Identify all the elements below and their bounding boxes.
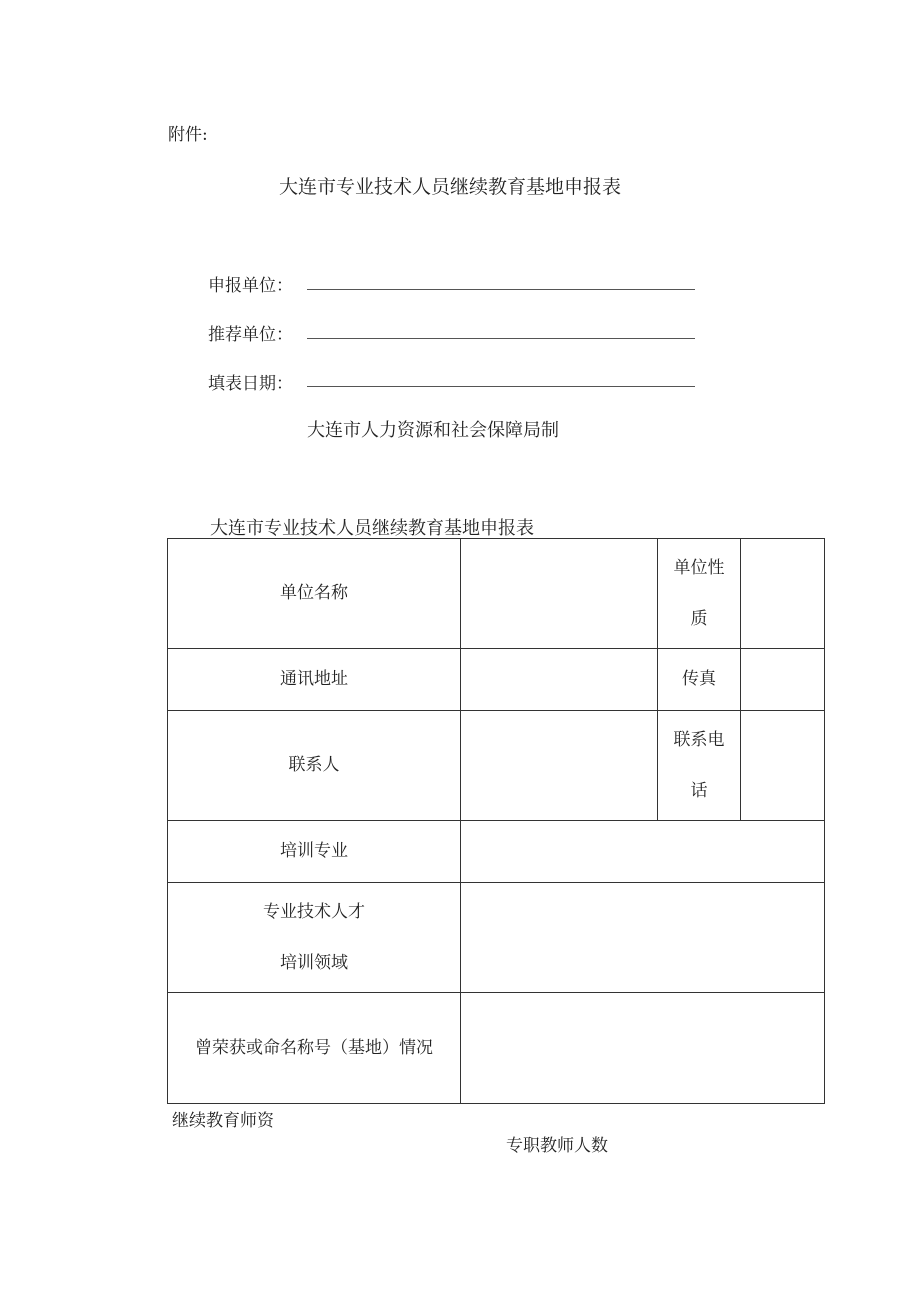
table-row — [168, 711, 825, 821]
attachment-label: 附件: — [168, 125, 208, 145]
training-field-value[interactable] — [461, 883, 825, 993]
phone-value[interactable] — [741, 711, 825, 821]
contact-label: 联系人 — [168, 711, 461, 821]
unit-nature-value[interactable] — [741, 539, 825, 649]
training-major-label: 培训专业 — [168, 821, 461, 883]
fill-date-line[interactable] — [307, 386, 695, 387]
recommending-unit-line[interactable] — [307, 338, 695, 339]
application-table — [167, 538, 825, 1104]
training-field-label — [168, 883, 461, 993]
table-row — [168, 821, 825, 883]
training-major-value[interactable] — [461, 821, 825, 883]
fax-label: 传真 — [658, 649, 741, 711]
unit-nature-line1: 单位性 — [673, 557, 725, 578]
phone-line2: 话 — [690, 780, 708, 801]
table-row — [168, 539, 825, 649]
unit-nature-line2: 质 — [690, 608, 708, 629]
table-row — [168, 993, 825, 1104]
table-row — [168, 883, 825, 993]
training-field-line1: 专业技术人才 — [263, 901, 365, 922]
fulltime-teachers-label: 专职教师人数 — [506, 1136, 608, 1156]
table-row — [168, 649, 825, 711]
address-value[interactable] — [461, 649, 658, 711]
applicant-unit-label: 申报单位： — [208, 276, 293, 296]
phone-line1: 联系电 — [673, 729, 725, 750]
document-title: 大连市专业技术人员继续教育基地申报表 — [278, 176, 621, 198]
issuer-text: 大连市人力资源和社会保障局制 — [307, 420, 559, 441]
faculty-label: 继续教育师资 — [172, 1111, 274, 1131]
unit-nature-label — [658, 539, 741, 649]
honors-value[interactable] — [461, 993, 825, 1104]
table-title: 大连市专业技术人员继续教育基地申报表 — [210, 518, 534, 539]
phone-label — [658, 711, 741, 821]
address-label: 通讯地址 — [168, 649, 461, 711]
training-field-line2: 培训领域 — [280, 952, 348, 973]
recommending-unit-label: 推荐单位： — [208, 325, 293, 345]
fill-date-label: 填表日期： — [208, 374, 293, 394]
applicant-unit-line[interactable] — [307, 289, 695, 290]
contact-value[interactable] — [461, 711, 658, 821]
honors-label: 曾荣获或命名称号（基地）情况 — [168, 993, 461, 1104]
unit-name-label: 单位名称 — [168, 539, 461, 649]
fax-value[interactable] — [741, 649, 825, 711]
unit-name-value[interactable] — [461, 539, 658, 649]
